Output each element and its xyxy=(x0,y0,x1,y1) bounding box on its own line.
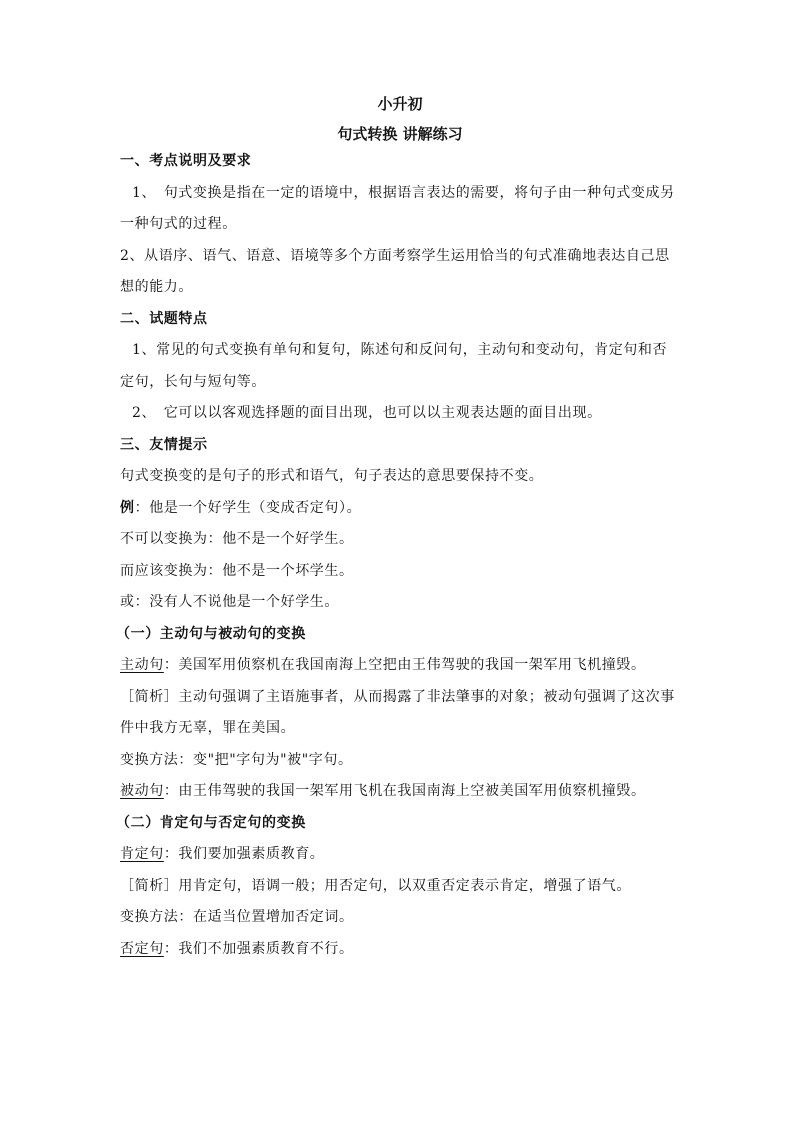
affirmative-label: 肯定句 xyxy=(120,846,164,862)
part-2-heading: （二）肯定句与否定句的变换 xyxy=(116,814,306,831)
negative-label: 否定句 xyxy=(120,940,164,957)
section-2-heading: 二、试题特点 xyxy=(120,310,208,327)
section-1-paragraph-2: 2、从语序、语气、语意、语境等多个方面考察学生运用恰当的句式准确地表达自己思想的能力。 xyxy=(120,247,670,295)
section-3-heading: 三、友情提示 xyxy=(120,436,208,453)
section-1-heading: 一、考点说明及要求 xyxy=(120,153,252,169)
passive-sentence-line xyxy=(120,776,680,808)
doc-subtitle: 句式转换 讲解练习 xyxy=(337,125,463,143)
example-label: 例 xyxy=(120,499,135,516)
section-2-paragraph-1: 1、常见的句式变换有单句和复句，陈述句和反问句，主动句和变动句，肯定句和否定句，长句与短句等。 xyxy=(120,342,668,390)
active-sentence-line xyxy=(120,650,680,682)
passive-label: 被动句 xyxy=(120,783,164,799)
part-1-analysis: ［简析］主动句强调了主语施事者，从而揭露了非法肇事的对象；被动句强调了这次事件中我方无辜，罪在美国。 xyxy=(120,688,675,736)
section-3-paragraph-1: 句式变换变的是句子的形式和语气，句子表达的意思要保持不变。 xyxy=(120,468,544,484)
section-3-paragraph-4: 而应该变换为：他不是一个坏学生。 xyxy=(120,562,354,579)
example-line xyxy=(120,493,680,525)
part-2-analysis: ［简析］用肯定句，语调一般；用否定句，以双重否定表示肯定，增强了语气。 xyxy=(120,877,631,894)
negative-text: ：我们不加强素质教育不行。 xyxy=(163,940,354,957)
section-3-paragraph-5: 或：没有人不说他是一个好学生。 xyxy=(120,594,339,610)
example-text: ：他是一个好学生（变成否定句）。 xyxy=(134,499,362,516)
part-1-heading: （一）主动句与被动句的变换 xyxy=(116,625,306,642)
affirmative-sentence-line xyxy=(120,839,680,871)
active-text: ：美国军用侦察机在我国南海上空把由王伟驾驶的我国一架军用飞机撞毁。 xyxy=(163,657,646,673)
section-2-paragraph-2: 2、 它可以以客观选择题的面目出现，也可以以主观表达题的面目出现。 xyxy=(132,405,602,421)
doc-title: 小升初 xyxy=(377,95,423,113)
passive-text: ：由王伟驾驶的我国一架军用飞机在我国南海上空被美国军用侦察机撞毁。 xyxy=(163,783,646,799)
section-1-paragraph-1: 1、 句式变换是指在一定的语境中，根据语言表达的需要，将句子由一种句式变成另一种句式的过程。 xyxy=(120,184,675,232)
part-2-method: 变换方法：在适当位置增加否定词。 xyxy=(120,909,354,925)
section-3-paragraph-3: 不可以变换为：他不是一个好学生。 xyxy=(120,531,354,547)
part-1-method: 变换方法：变"把"字句为"被"字句。 xyxy=(120,751,353,768)
negative-sentence-line xyxy=(120,934,680,966)
affirmative-text: ：我们要加强素质教育。 xyxy=(163,846,325,862)
active-label: 主动句 xyxy=(120,657,164,673)
document-page xyxy=(116,92,680,965)
